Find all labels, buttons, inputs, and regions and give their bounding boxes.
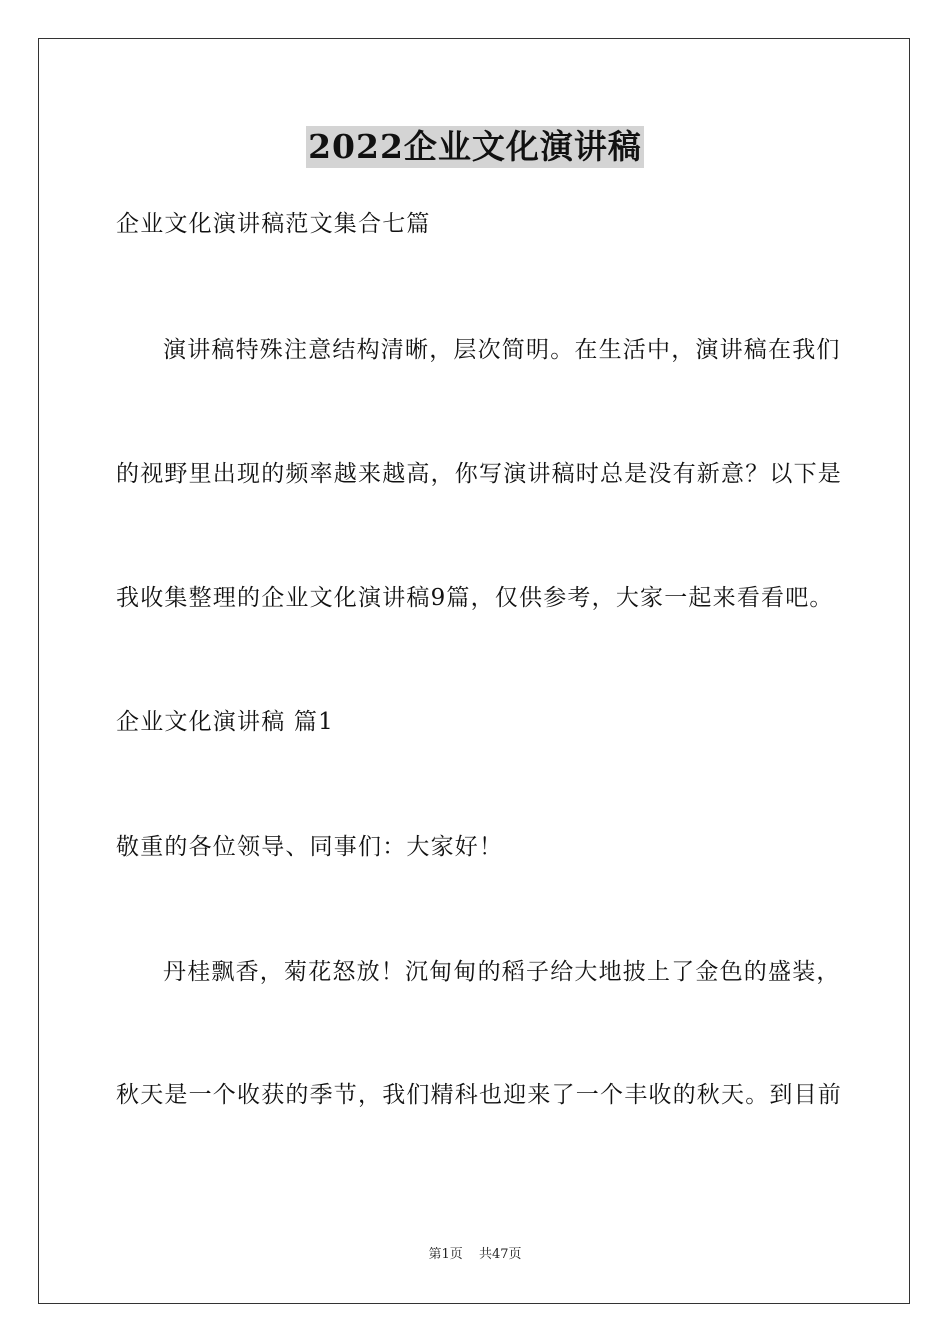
subtitle-line: 企业文化演讲稿范文集合七篇 [116, 211, 431, 237]
paragraph-line: 丹桂飘香，菊花怒放！沉甸甸的稻子给大地披上了金色的盛装， [163, 959, 841, 985]
page-total: 共47页 [478, 1247, 522, 1262]
page-number: 第1页 [428, 1247, 463, 1262]
paragraph-line: 的视野里出现的频率越来越高，你写演讲稿时总是没有新意？以下是 [116, 461, 842, 487]
document-title: 2022企业文化演讲稿 [308, 127, 642, 166]
title-container [0, 126, 950, 168]
paragraph-line: 演讲稿特殊注意结构清晰，层次简明。在生活中，演讲稿在我们 [163, 337, 841, 363]
page-footer [0, 1246, 950, 1264]
paragraph-line: 我收集整理的企业文化演讲稿9篇，仅供参考，大家一起来看看吧。 [116, 585, 834, 611]
section-heading: 企业文化演讲稿 篇1 [116, 709, 334, 735]
greeting-line: 敬重的各位领导、同事们：大家好！ [116, 834, 504, 860]
paragraph-line: 秋天是一个收获的季节，我们精科也迎来了一个丰收的秋天。到目前 [116, 1082, 842, 1108]
